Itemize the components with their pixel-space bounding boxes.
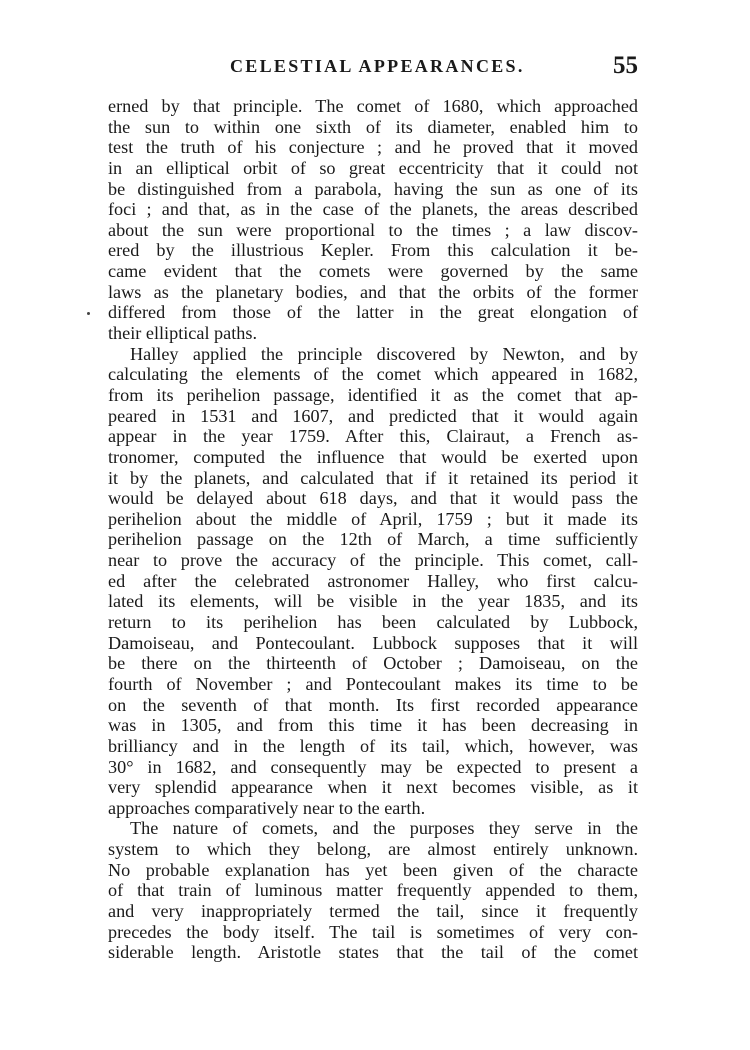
text-line: tronomer, computed the influence that would be exerted upon — [108, 446, 638, 467]
text-line: was in 1305, and from this time it has been decreasing in — [108, 715, 638, 736]
text-line: return to its perihelion has been calculated by Lubbock, — [108, 612, 638, 633]
text-line: came evident that the comets were governed by the same — [108, 261, 638, 282]
text-line: laws as the planetary bodies, and that the orbits of the former — [108, 281, 638, 302]
paragraph-start-line: The nature of comets, and the purposes they serve in the — [130, 818, 638, 839]
text-line: fourth of November ; and Pontecoulant makes its time to be — [108, 673, 638, 694]
text-line: about the sun were proportional to the times ; a law discov- — [108, 219, 638, 240]
text-line: appear in the year 1759. After this, Clairaut, a French as- — [108, 426, 638, 447]
body-text — [108, 96, 638, 963]
text-line: test the truth of his conjecture ; and he proved that it moved — [108, 137, 638, 158]
text-line: siderable length. Aristotle states that the tail of the comet — [108, 942, 638, 963]
running-head — [108, 52, 638, 82]
text-line: very splendid appearance when it next becomes visible, as it — [108, 777, 638, 798]
text-line: calculating the elements of the comet which appeared in 1682, — [108, 364, 638, 385]
paragraph-end-line: approaches comparatively near to the earth. — [108, 797, 426, 818]
text-line: from its perihelion passage, identified it as the comet that ap- — [108, 384, 638, 405]
text-line: on the seventh of that month. Its first recorded appearance — [108, 694, 638, 715]
text-line: differed from those of the latter in the great elongation of — [108, 302, 638, 323]
ink-speck — [87, 312, 90, 315]
text-line: ered by the illustrious Kepler. From this calculation it be- — [108, 240, 638, 261]
text-line: be there on the thirteenth of October ; Damoiseau, on the — [108, 653, 638, 674]
paragraph-start-line: Halley applied the principle discovered by Newton, and by — [130, 343, 638, 364]
text-line: would be delayed about 618 days, and that it would pass the — [108, 488, 638, 509]
text-line: peared in 1531 and 1607, and predicted that it would again — [108, 405, 638, 426]
text-line: perihelion passage on the 12th of March, a time sufficiently — [108, 529, 638, 550]
text-line: precedes the body itself. The tail is sometimes of very con- — [108, 921, 638, 942]
paragraph-end-line: their elliptical paths. — [108, 323, 257, 344]
text-line: and very inappropriately termed the tail, since it frequently — [108, 900, 638, 921]
text-line: ed after the celebrated astronomer Halley, who first calcu- — [108, 570, 638, 591]
page-number: 55 — [613, 52, 638, 79]
text-line: perihelion about the middle of April, 1759 ; but it made its — [108, 508, 638, 529]
running-title: CELESTIAL APPEARANCES. — [230, 56, 525, 76]
text-line: brilliancy and in the length of its tail, which, however, was — [108, 735, 638, 756]
text-line: system to which they belong, are almost entirely unknown. — [108, 839, 638, 860]
text-line: the sun to within one sixth of its diameter, enabled him to — [108, 116, 638, 137]
text-line: 30° in 1682, and consequently may be expected to present a — [108, 756, 638, 777]
text-line: in an elliptical orbit of so great eccentricity that it could not — [108, 157, 638, 178]
text-line: near to prove the accuracy of the principle. This comet, call- — [108, 550, 638, 571]
text-line: it by the planets, and calculated that if it retained its period it — [108, 467, 638, 488]
text-line: of that train of luminous matter frequently appended to them, — [108, 880, 638, 901]
text-line: foci ; and that, as in the case of the planets, the areas described — [108, 199, 638, 220]
text-line: erned by that principle. The comet of 1680, which approached — [108, 96, 638, 116]
text-line: lated its elements, will be visible in the year 1835, and its — [108, 591, 638, 612]
text-line: No probable explanation has yet been given of the characte — [108, 859, 638, 880]
text-line: Damoiseau, and Pontecoulant. Lubbock supposes that it will — [108, 632, 638, 653]
text-line: be distinguished from a parabola, having the sun as one of its — [108, 178, 638, 199]
